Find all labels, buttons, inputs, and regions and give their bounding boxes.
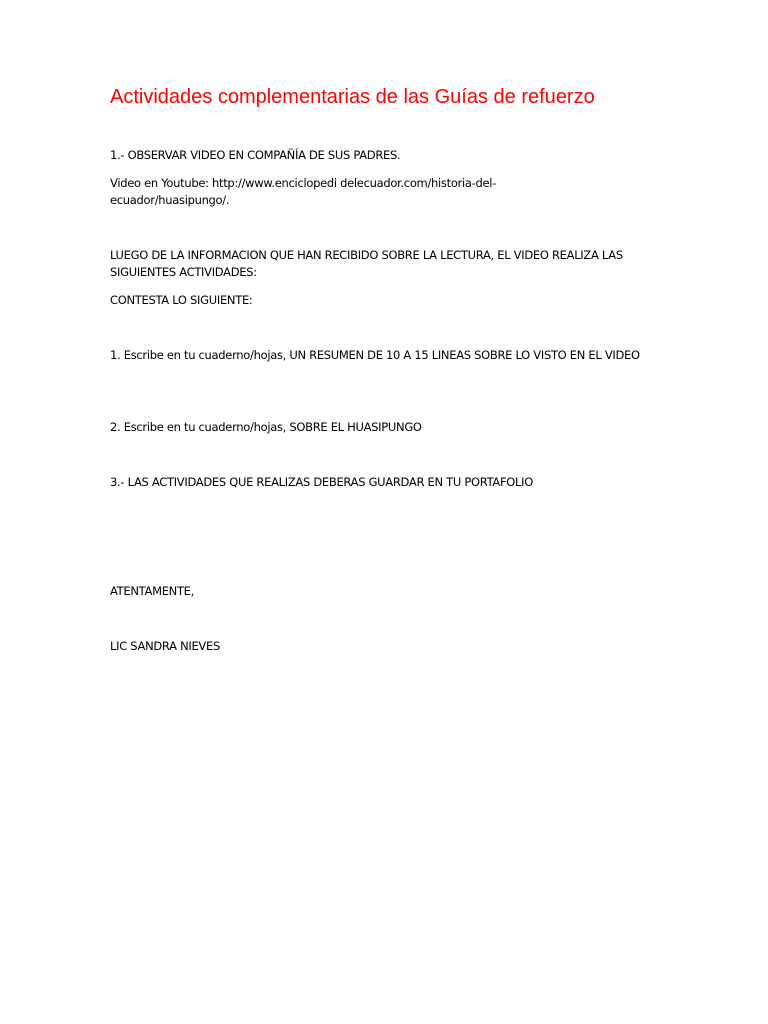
instruction-observe-video: 1.- OBSERVAR VIDEO EN COMPAÑÍA DE SUS PADRES. — [110, 148, 401, 162]
document-title: Actividades complementarias de las Guías de refuerzo — [110, 86, 595, 108]
closing-salutation: ATENTAMENTE, — [110, 584, 195, 598]
activity-item-3: 3.- LAS ACTIVIDADES QUE REALIZAS DEBERAS GUARDAR EN TU PORTAFOLIO — [110, 475, 534, 489]
activities-intro: LUEGO DE LA INFORMACION QUE HAN RECIBIDO SOBRE LA LECTURA, EL VIDEO REALIZA LAS SIGUIENTES ACTIVIDADES: — [110, 248, 623, 279]
activity-item-2: 2. Escribe en tu cuaderno/hojas, SOBRE EL HUASIPUNGO — [110, 420, 422, 434]
answer-prompt: CONTESTA LO SIGUIENTE: — [110, 293, 253, 307]
activity-item-1: 1. Escribe en tu cuaderno/hojas, UN RESUMEN DE 10 A 15 LINEAS SOBRE LO VISTO EN EL VIDEO — [110, 348, 640, 362]
video-link-text: Video en Youtube: http://www.enciclopedi delecuador.com/historia-del-ecuador/huasipungo/. — [110, 176, 496, 207]
signature-name: LIC SANDRA NIEVES — [110, 639, 220, 653]
